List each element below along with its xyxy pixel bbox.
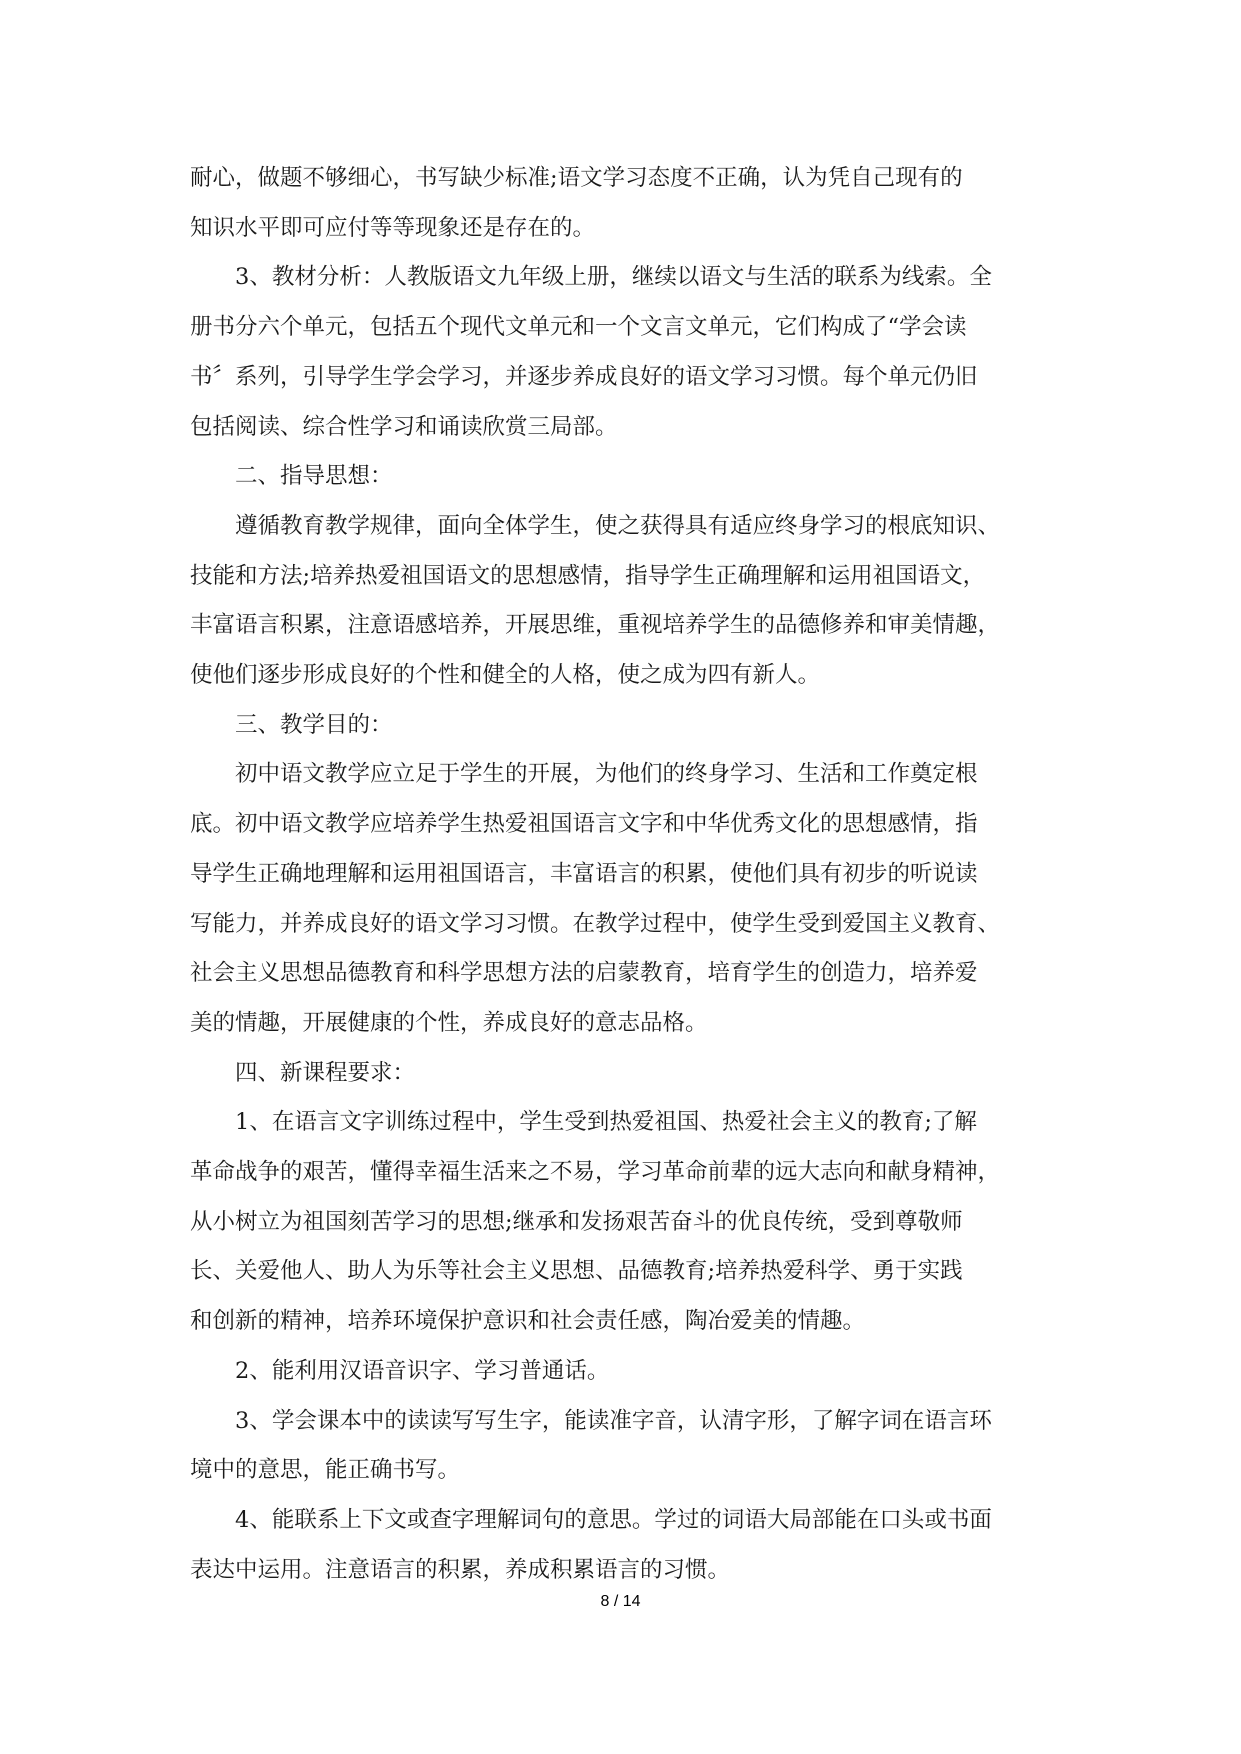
text-line: 丰富语言积累，注意语感培养，开展思维，重视培养学生的品德修养和审美情趣， [190, 612, 1001, 639]
page-number: 8 / 14 [600, 1593, 641, 1610]
text-line: 从小树立为祖国刻苦学习的思想;继承和发扬艰苦奋斗的优良传统，受到尊敬师 [190, 1208, 963, 1235]
text-line: 1、在语言文字训练过程中，学生受到热爱祖国、热爱社会主义的教育;了解 [235, 1109, 977, 1136]
text-line: 社会主义思想品德教育和科学思想方法的启蒙教育，培育学生的创造力，培养爱 [190, 960, 978, 987]
text-line: 导学生正确地理解和运用祖国语言，丰富语言的积累，使他们具有初步的听说读 [190, 860, 978, 887]
text-line: 3、学会课本中的读读写写生字，能读准字音，认清字形，了解字词在语言环 [235, 1407, 992, 1434]
text-line: 包括阅读、综合性学习和诵读欣赏三局部。 [190, 413, 618, 440]
paragraph [190, 1496, 1050, 1595]
text-line: 三、教学目的： [235, 711, 393, 738]
text-line: 和创新的精神，培养环境保护意识和社会责任感，陶冶爱美的情趣。 [190, 1308, 866, 1335]
text-line: 革命战争的艰苦，懂得幸福生活来之不易，学习革命前辈的远大志向和献身精神， [190, 1159, 1001, 1186]
text-line: 美的情趣，开展健康的个性，养成良好的意志品格。 [190, 1009, 708, 1036]
text-line: 底。初中语文教学应培养学生热爱祖国语言文字和中华优秀文化的思想感情，指 [190, 811, 978, 838]
text-line: 初中语文教学应立足于学生的开展，为他们的终身学习、生活和工作奠定根 [235, 761, 978, 788]
paragraph [190, 1347, 1050, 1397]
text-line: 写能力，并养成良好的语文学习习惯。在教学过程中，使学生受到爱国主义教育、 [190, 910, 1001, 937]
paragraph [190, 750, 1050, 1048]
text-line: 4、能联系上下文或查字理解词句的意思。学过的词语大局部能在口头或书面 [235, 1506, 992, 1533]
text-line: 3、教材分析：人教版语文九年级上册，继续以语文与生活的联系为线索。全 [235, 264, 992, 291]
paragraph [190, 1397, 1050, 1496]
text-line: 二、指导思想： [235, 463, 393, 490]
text-line: 知识水平即可应付等等现象还是存在的。 [190, 214, 596, 241]
paragraph [190, 452, 1050, 502]
text-line: 表达中运用。注意语言的积累，养成积累语言的习惯。 [190, 1556, 731, 1583]
paragraph [190, 502, 1050, 701]
paragraph [190, 701, 1050, 751]
body-text [190, 154, 1050, 1595]
text-line: 册书分六个单元，包括五个现代文单元和一个文言文单元，它们构成了“学会读 [190, 314, 967, 341]
paragraph [190, 1098, 1050, 1347]
text-line: 四、新课程要求： [235, 1059, 416, 1086]
paragraph [190, 1049, 1050, 1099]
text-line: 境中的意思，能正确书写。 [190, 1457, 461, 1484]
text-line: 技能和方法;培养热爱祖国语文的思想感情，指导学生正确理解和运用祖国语文， [190, 562, 986, 589]
paragraph [190, 154, 1050, 253]
text-line: 长、关爱他人、助人为乐等社会主义思想、品德教育;培养热爱科学、勇于实践 [190, 1258, 963, 1285]
text-line: 书〞系列，引导学生学会学习，并逐步养成良好的语文学习习惯。每个单元仍旧 [190, 363, 978, 390]
paragraph [190, 253, 1050, 452]
text-line: 使他们逐步形成良好的个性和健全的人格，使之成为四有新人。 [190, 662, 821, 689]
text-line: 遵循教育教学规律，面向全体学生，使之获得具有适应终身学习的根底知识、 [235, 512, 1001, 539]
text-line: 2、能利用汉语音识字、学习普通话。 [235, 1357, 610, 1384]
text-line: 耐心，做题不够细心，书写缺少标准;语文学习态度不正确，认为凭自己现有的 [190, 165, 963, 191]
